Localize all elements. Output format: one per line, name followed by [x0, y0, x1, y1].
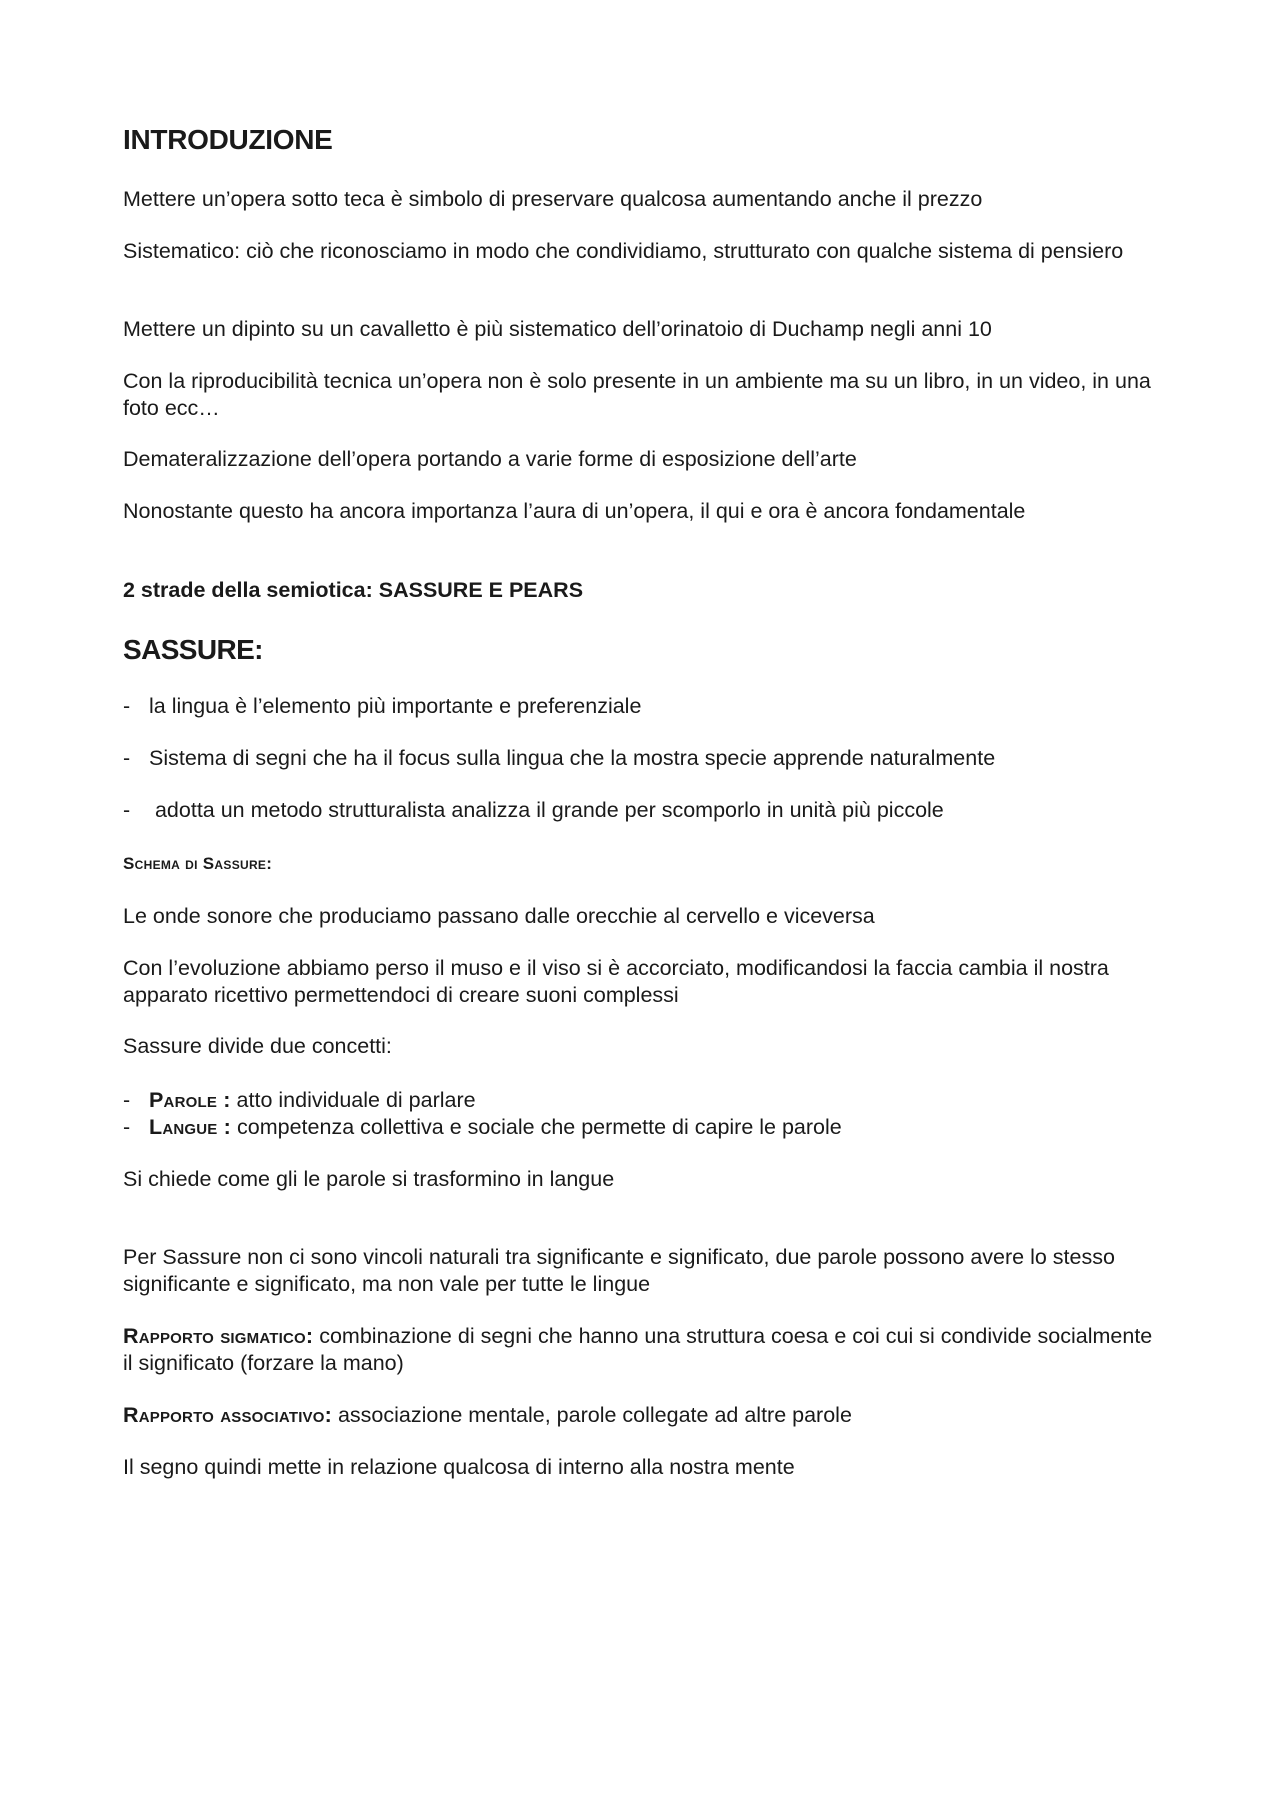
sassure-title: SASSURE:	[123, 634, 263, 665]
list-item	[123, 693, 1163, 720]
intro-paragraph: Demateralizzazione dell’opera portando a varie forme di esposizione dell’arte	[123, 447, 857, 471]
question-paragraph: Si chiede come gli le parole si trasformino in langue	[123, 1167, 615, 1191]
intro-paragraph: Nonostante questo ha ancora importanza l’aura di un’opera, il qui e ora è ancora fondamentale	[123, 499, 1026, 523]
bullet-text: adotta un metodo strutturalista analizza il grande per scomporlo in unità più piccole	[149, 798, 944, 822]
concept-item	[123, 1087, 1163, 1114]
bullet-dash: -	[123, 1115, 131, 1139]
closing-paragraph: Il segno quindi mette in relazione qualcosa di interno alla nostra mente	[123, 1455, 795, 1479]
semiotics-prefix: 2 strade della semiotica:	[123, 578, 379, 602]
relation-text: combinazione di segni che hanno una struttura coesa e coi cui si condivide socialmente il significato (forzare la mano)	[123, 1324, 1153, 1375]
bullet-dash: -	[123, 1088, 131, 1112]
bullet-dash: -	[123, 798, 131, 822]
relation-paragraph	[123, 1402, 1163, 1429]
bullet-dash: -	[123, 746, 131, 770]
intro-title: INTRODUZIONE	[123, 124, 333, 155]
semiotics-names: SASSURE E PEARS	[378, 578, 584, 602]
relation-term: Rapporto associativo:	[123, 1403, 332, 1427]
semiotics-heading	[123, 577, 1163, 604]
list-item	[123, 797, 1163, 824]
concept-term: Langue :	[149, 1115, 232, 1139]
relation-term: Rapporto sigmatico:	[123, 1324, 314, 1348]
arbitrary-paragraph: Per Sassure non ci sono vincoli naturali tra significante e significato, due parole possono avere lo stesso significante e significato, ma non vale per tutte le lingue	[123, 1245, 1115, 1296]
relation-paragraph	[123, 1323, 1163, 1377]
intro-paragraph: Mettere un’opera sotto teca è simbolo di preservare qualcosa aumentando anche il prezzo	[123, 187, 983, 211]
bullet-text: Sistema di segni che ha il focus sulla lingua che la mostra specie apprende naturalmente	[149, 746, 996, 770]
schema-paragraph: Le onde sonore che produciamo passano dalle orecchie al cervello e viceversa	[123, 904, 875, 928]
bullet-dash: -	[123, 694, 131, 718]
intro-paragraph: Sistematico: ciò che riconosciamo in modo che condividiamo, strutturato con qualche sistema di pensiero	[123, 239, 1124, 263]
concept-item	[123, 1114, 1163, 1141]
relation-text: associazione mentale, parole collegate ad altre parole	[332, 1403, 852, 1427]
intro-paragraph: Con la riproducibilità tecnica un’opera non è solo presente in un ambiente ma su un libro, in un video, in una foto ecc…	[123, 369, 1151, 420]
concept-text: atto individuale di parlare	[230, 1088, 476, 1112]
concept-text: competenza collettiva e sociale che permette di capire le parole	[231, 1115, 842, 1139]
schema-title: Schema di Sassure:	[123, 854, 273, 873]
list-item	[123, 745, 1163, 772]
bullet-text: la lingua è l’elemento più importante e preferenziale	[149, 694, 642, 718]
schema-paragraph: Sassure divide due concetti:	[123, 1034, 392, 1058]
schema-paragraph: Con l’evoluzione abbiamo perso il muso e il viso si è accorciato, modificandosi la faccia cambia il nostra apparato ricettivo permettendoci di creare suoni complessi	[123, 956, 1109, 1007]
intro-paragraph: Mettere un dipinto su un cavalletto è più sistematico dell’orinatoio di Duchamp negli anni 10	[123, 317, 992, 341]
concept-term: Parole :	[149, 1088, 231, 1112]
